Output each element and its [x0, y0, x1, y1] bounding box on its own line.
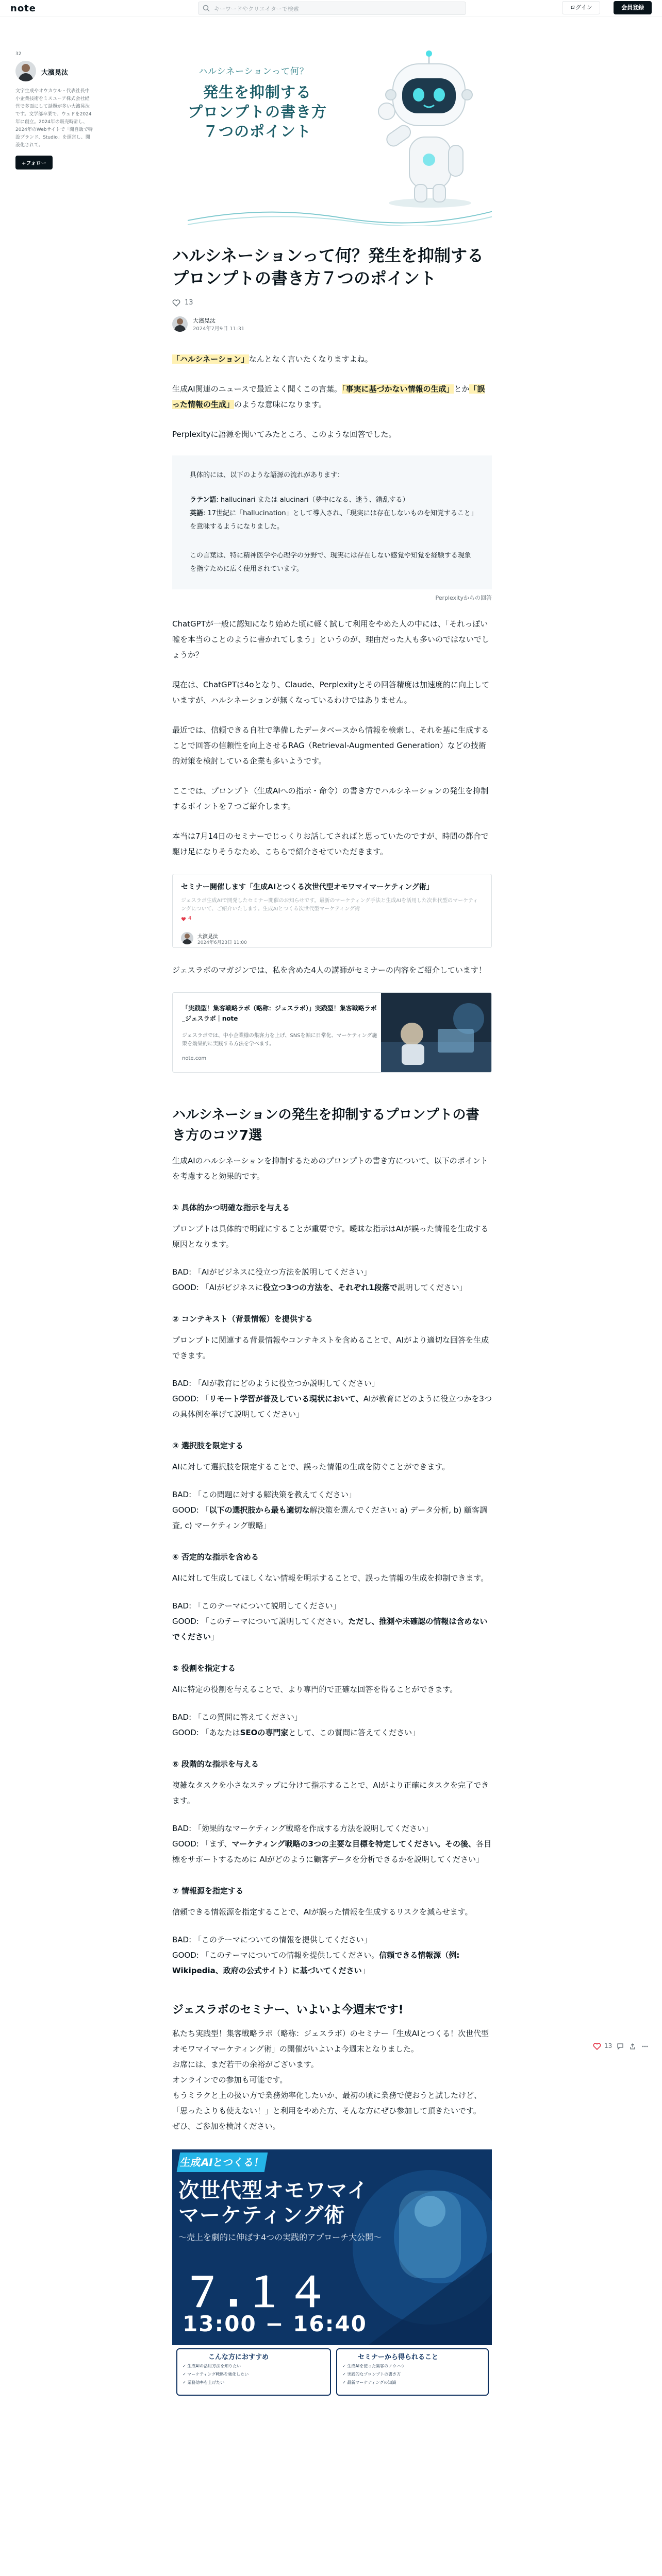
paragraph: ここでは、プロンプト（生成AIへの指示・命令）の書き方でハルシネーションの発生を抑制するポイントを７つご紹介します。 — [172, 786, 489, 811]
tip-examples — [172, 1598, 492, 1645]
tip-body: AIに対して生成してほしくない情報を明示することで、誤った情報の生成を抑制できます。 — [172, 1573, 489, 1583]
good-text: GOOD: 「あなたは — [172, 1728, 240, 1737]
banner-left-item: ✓ 生成AIの活用方法を知りたい — [183, 2364, 241, 2368]
paragraph: Perplexityに語源を聞いてみたところ、このような回答でした。 — [172, 430, 396, 439]
paragraph-text: 生成AI関連のニュースで最近よく聞くこの言葉。 — [172, 384, 342, 394]
tip-heading: ② コンテキスト（背景情報）を提供する — [172, 1314, 313, 1324]
tip-examples — [172, 1709, 492, 1740]
good-text: 各目標をサポートするために AIがどのように顧客データを分析できるかを説明してください」 — [172, 1839, 492, 1864]
seminar-paragraph: 私たち実践型！集客戦略ラボ（略称：ジェスラボ）のセミナー「生成AIとつくる！次世代型オモワマイマーケティング術」の開催がいよいよ今週末となりました。 お席には、まだ若干の余裕がございます。 オンラインでの参加も可能です。 もうミラクと上の扱い方で業務効率化したいか、最初の頃に業務で使おうと試したけど、「思ったよりも使えない！」と利用をやめた方、そんな方にぜひ参加して頂きたいです。 ぜひ、ご参加を検討ください。 — [172, 2029, 489, 2131]
banner-left-item: ✓ マーケティング戦略を強化したい — [183, 2372, 249, 2377]
good-emphasis: SEOの専門家 — [240, 1728, 289, 1737]
quote-term: ラテン語 — [190, 496, 217, 504]
embed-url: note.com — [182, 1056, 207, 1061]
paragraph-text: とか — [454, 384, 470, 394]
good-emphasis: 以下の選択肢から最も適切な — [209, 1505, 310, 1515]
hero-title-line: プロンプトの書き方 — [187, 103, 327, 121]
embedded-link-card[interactable] — [172, 992, 492, 1073]
heart-icon[interactable] — [593, 2042, 601, 2050]
hero-title-line: 発生を抑制する — [203, 83, 311, 101]
good-emphasis: 信頼できる情報源（例: Wikipedia、政府の公式サイト）に基づいてください — [172, 1951, 460, 1975]
avatar[interactable] — [15, 61, 36, 81]
bad-example: BAD: 「このテーマについての情報を提供してください」 — [172, 1935, 372, 1944]
byline — [172, 315, 492, 334]
robot-illustration — [368, 49, 487, 209]
bad-example: BAD: 「このテーマについて説明してください」 — [172, 1601, 341, 1611]
hero-subtitle: ハルシネーションって何？ — [198, 66, 309, 77]
article-column — [172, 41, 492, 2396]
heart-icon[interactable] — [172, 299, 180, 307]
good-example — [172, 1947, 492, 1978]
good-text: 解決策を選んでください: a) データ分析, b) 顧客調査, c) マーケティング戦略」 — [172, 1505, 487, 1530]
card-description: ジェスラボ生成AIで開発したセミナー開催のお知らせです。最新のマーケティング手法と生成AIを活用した次世代型のマーケティングについて、ご紹介いたします。生成AIとつくる次世代型マーケティング術 — [181, 898, 478, 912]
tip-heading: ③ 選択肢を限定する — [172, 1441, 243, 1450]
site-header — [0, 0, 662, 16]
tip-body: 信頼できる情報源を指定することで、AIが誤った情報を生成するリスクを減らせます。 — [172, 1907, 473, 1917]
hero-title — [172, 82, 342, 141]
floating-actions — [593, 2040, 655, 2053]
bad-example: BAD: 「この問題に対する解決策を教えてください」 — [172, 1490, 356, 1499]
banner-left-heading: こんな方におすすめ — [208, 2353, 269, 2361]
good-text: GOOD: 「AIがビジネスに — [172, 1283, 263, 1292]
good-text: として、この質問に答えてください」 — [288, 1728, 420, 1737]
good-text: GOOD: 「まず、 — [172, 1839, 232, 1849]
tip-body: AIに特定の役割を与えることで、より専門的で正確な回答を得ることができます。 — [172, 1685, 458, 1694]
avatar[interactable] — [172, 316, 188, 332]
linked-article-card[interactable] — [172, 874, 492, 948]
tip-body: プロンプトに関連する背景情報やコンテキストを含めることで、AIがより適切な回答を生成できます。 — [172, 1335, 489, 1360]
good-example — [172, 1614, 492, 1645]
tip-heading: ⑦ 情報源を指定する — [172, 1886, 243, 1895]
avatar — [181, 932, 193, 944]
card-like-row — [181, 916, 483, 923]
section-heading: ハルシネーションの発生を抑制するプロンプトの書き方のコツ7選 — [172, 1107, 479, 1143]
embed-title: 「実践型！集客戦略ラボ（略称：ジェスラボ）」実践型！集客戦略ラボ_ジェスラボ｜note — [182, 1005, 377, 1022]
like-row — [172, 298, 492, 308]
byline-author[interactable]: 大濱晃汰 — [193, 317, 216, 324]
card-date: 2024年6月23日 11:00 — [197, 940, 247, 945]
tip-heading: ⑤ 役割を指定する — [172, 1664, 236, 1673]
good-text: 」 — [361, 1966, 370, 1975]
quote-block — [172, 455, 492, 589]
tip-heading: ⑥ 段階的な指示を与える — [172, 1759, 259, 1769]
tip-examples — [172, 1932, 492, 1978]
tip-examples — [172, 1264, 492, 1295]
banner-right-item: ✓ 実践的なプロンプトの書き方 — [342, 2372, 401, 2377]
quote-source: Perplexityからの回答 — [435, 595, 492, 601]
good-text: GOOD: 「このテーマについて説明してください。 — [172, 1617, 349, 1626]
banner-right-item: ✓ 生成AIを使った集客のノウハウ — [342, 2364, 405, 2368]
side-like-count: 13 — [604, 2042, 613, 2049]
banner-right-heading: セミナーから得られること — [358, 2353, 439, 2361]
hero-title-line: ７つのポイント — [203, 123, 311, 140]
paragraph: 本当は7月14日のセミナーでじっくりお話してさればと思っていたのですが、時間の都合で駆け足になりそうなため、こちらで紹介させていただきます。 — [172, 832, 489, 856]
bad-example: BAD: 「AIがビジネスに役立つ方法を説明してください」 — [172, 1267, 372, 1277]
tip-heading: ① 具体的かつ明確な指示を与える — [172, 1203, 290, 1212]
register-button[interactable]: 会員登録 — [614, 1, 652, 14]
embed-description: ジェスラボでは、中小企業様の集客力を上げ、SNSを軸に日常化、マーケティング施策を効果的に実践する方法を学べます。 — [182, 1033, 377, 1047]
hero-image — [172, 41, 492, 227]
heart-icon — [181, 917, 186, 922]
byline-date: 2024年7月9日 11:31 — [193, 326, 245, 332]
author-bio: 文字生成やオウカウル・代表社長中小企業技術をミスユーア株式会社経営で多面にして話題が多い大濱晃汰です。文学部卒業で、ウェドを2024年に創立。2024年の販売時計し、2024年のWebサイトで「開自販で特設プランド、Studio」を運営し、開設化されて。 — [15, 89, 93, 148]
good-emphasis: マーケティング戦略の3つの主要な目標を特定してください。その後、 — [231, 1839, 476, 1849]
paragraph: 生成AIのハルシネーションを抑制するためのプロンプトの書き方について、以下のポイントを考慮すると効果的です。 — [172, 1156, 488, 1181]
article-title: ハルシネーションって何？発生を抑制するプロンプトの書き方７つのポイント — [172, 246, 484, 288]
paragraph-text: なんとなく言いたくなりますよね。 — [249, 354, 373, 364]
quote-line: この言葉は、特に精神医学や心理学の分野で、現実には存在しない感覚や知覚を経験する現象を指すために広く使用されています。 — [190, 552, 471, 573]
good-text: AIが教育にどのように役立つかを3つの具体例を挙げて説明してください」 — [172, 1394, 492, 1419]
good-example — [172, 1280, 492, 1295]
follow-button[interactable]: +フォロー — [15, 156, 53, 170]
good-example — [172, 1502, 492, 1533]
banner-left-item: ✓ 業務効率を上げたい — [183, 2380, 225, 2385]
login-button[interactable]: ログイン — [562, 1, 600, 14]
note-logo[interactable]: note — [10, 3, 36, 14]
banner-title-line: 次世代型オモワマイ — [178, 2179, 369, 2202]
paragraph: 最近では、信頼できる自社で準備したデータベースから情報を検索し、それを基に生成することで回答の信頼性を向上させるRAG（Retrieval-Augmented Generation）などの技術的対策を検討している企業も多いようです。 — [172, 725, 489, 766]
search-input[interactable] — [198, 2, 466, 15]
bad-example: BAD: 「この質問に答えてください」 — [172, 1713, 302, 1722]
tip-body: AIに対して選択肢を限定することで、誤った情報の生成を防ぐことができます。 — [172, 1462, 450, 1471]
paragraph: ジェスラボのマガジンでは、私を含めた4人の講師がセミナーの内容をご紹介しています！ — [172, 965, 486, 975]
highlight-text: 「誤った情報の生成」 — [172, 384, 485, 409]
seminar-banner — [172, 2149, 492, 2396]
banner-title-line: マーケティング術 — [178, 2204, 345, 2227]
good-text: GOOD: 「 — [172, 1505, 209, 1515]
banner-subtitle: 〜売上を劇的に伸ばす4つの実践的アプローチ大公開〜 — [178, 2232, 382, 2242]
tip-examples — [172, 1821, 492, 1867]
bad-example: BAD: 「効果的なマーケティング戦略を作成する方法を説明してください」 — [172, 1824, 433, 1833]
tip-examples — [172, 1487, 492, 1533]
highlight-text: 「ハルシネーション」 — [172, 354, 249, 364]
banner-time: 13:00 − 16:40 — [183, 2311, 367, 2336]
share-icon[interactable] — [629, 2043, 636, 2050]
tip-body: プロンプトは具体的で明確にすることが重要です。曖昧な指示はAIが誤った情報を生成する原因となります。 — [172, 1224, 489, 1249]
quote-term: 英語 — [190, 510, 204, 517]
quote-text: : hallucinari または alucinari（夢中になる、迷う、錯乱する） — [216, 496, 409, 504]
card-byline — [181, 932, 284, 945]
good-emphasis: リモート学習が普及している現状において、 — [209, 1394, 363, 1403]
good-example — [172, 1836, 492, 1867]
search-icon — [203, 5, 210, 12]
banner-tag: 生成AIとつくる！ — [177, 2153, 268, 2172]
card-like-count: 4 — [188, 916, 192, 921]
comment-icon[interactable] — [617, 2043, 624, 2050]
banner-title — [178, 2178, 368, 2228]
tip-body: 複雑なタスクを小さなステップに分けて指示することで、AIがより正確にタスクを完了できます。 — [172, 1781, 489, 1805]
quote-line: 具体的には、以下のような語源の流れがあります： — [190, 471, 344, 479]
seminar-heading: ジェスラボのセミナー、いよいよ今週末です! — [172, 2004, 404, 2016]
tips-list — [172, 1201, 492, 1978]
good-text: 」 — [211, 1632, 219, 1641]
bad-example: BAD: 「AIが教育にどのように役立つか説明してください」 — [172, 1379, 379, 1388]
card-title: セミナー開催します「生成AIとつくる次世代型オモワマイマーケティング術」 — [181, 883, 434, 891]
author-name[interactable]: 大濱晃汰 — [41, 69, 69, 77]
good-example — [172, 1725, 492, 1740]
highlight-text: 「事実に基づかない情報の生成」 — [341, 384, 454, 394]
good-text: GOOD: 「 — [172, 1394, 209, 1403]
good-text: GOOD: 「このテーマについての情報を提供してください。 — [172, 1951, 379, 1960]
quote-line — [190, 494, 474, 534]
search-placeholder: キーワードやクリエイターで検索 — [214, 6, 299, 12]
author-count: 32 — [15, 52, 22, 57]
banner-date: ７.１４ — [183, 2270, 331, 2316]
good-emphasis: ただし、推測や未確認の情報は含めないでください — [172, 1617, 488, 1641]
tip-examples — [172, 1376, 492, 1422]
paragraph-text: のような意味になります。 — [234, 400, 326, 409]
embed-thumbnail — [381, 993, 492, 1073]
good-example — [172, 1391, 492, 1422]
quote-text: : 17世紀に「hallucination」として導入され、「現実には存在しないものを知覚すること」を意味するようになりました。 — [190, 510, 474, 531]
follow-label: フォロー — [26, 161, 46, 166]
paragraph: ChatGPTが一般に認知になり始めた頃に軽く試して利用をやめた人の中には、「それっぽい嘘を本当のことのように書かれてしまう」というのが、理由だった人も多いのではないでしょうか？ — [172, 619, 490, 659]
author-sidebar — [15, 52, 93, 170]
tip-heading: ④ 否定的な指示を含める — [172, 1552, 259, 1562]
like-count: 13 — [185, 299, 193, 307]
banner-right-item: ✓ 最新マーケティングの知識 — [342, 2380, 396, 2385]
card-author: 大濱晃汰 — [197, 934, 218, 940]
good-emphasis: 役立つ3つの方法を、それぞれ1段落で — [262, 1283, 398, 1292]
paragraph — [172, 351, 492, 367]
more-icon[interactable] — [641, 2043, 649, 2050]
paragraph — [172, 381, 492, 412]
good-text: 説明してください」 — [397, 1283, 467, 1292]
paragraph: 現在は、ChatGPTは4oとなり、Claude、Perplexityとその回答精度は加速度的に向上していますが、ハルシネーションが無くなっているわけではありません。 — [172, 680, 490, 705]
